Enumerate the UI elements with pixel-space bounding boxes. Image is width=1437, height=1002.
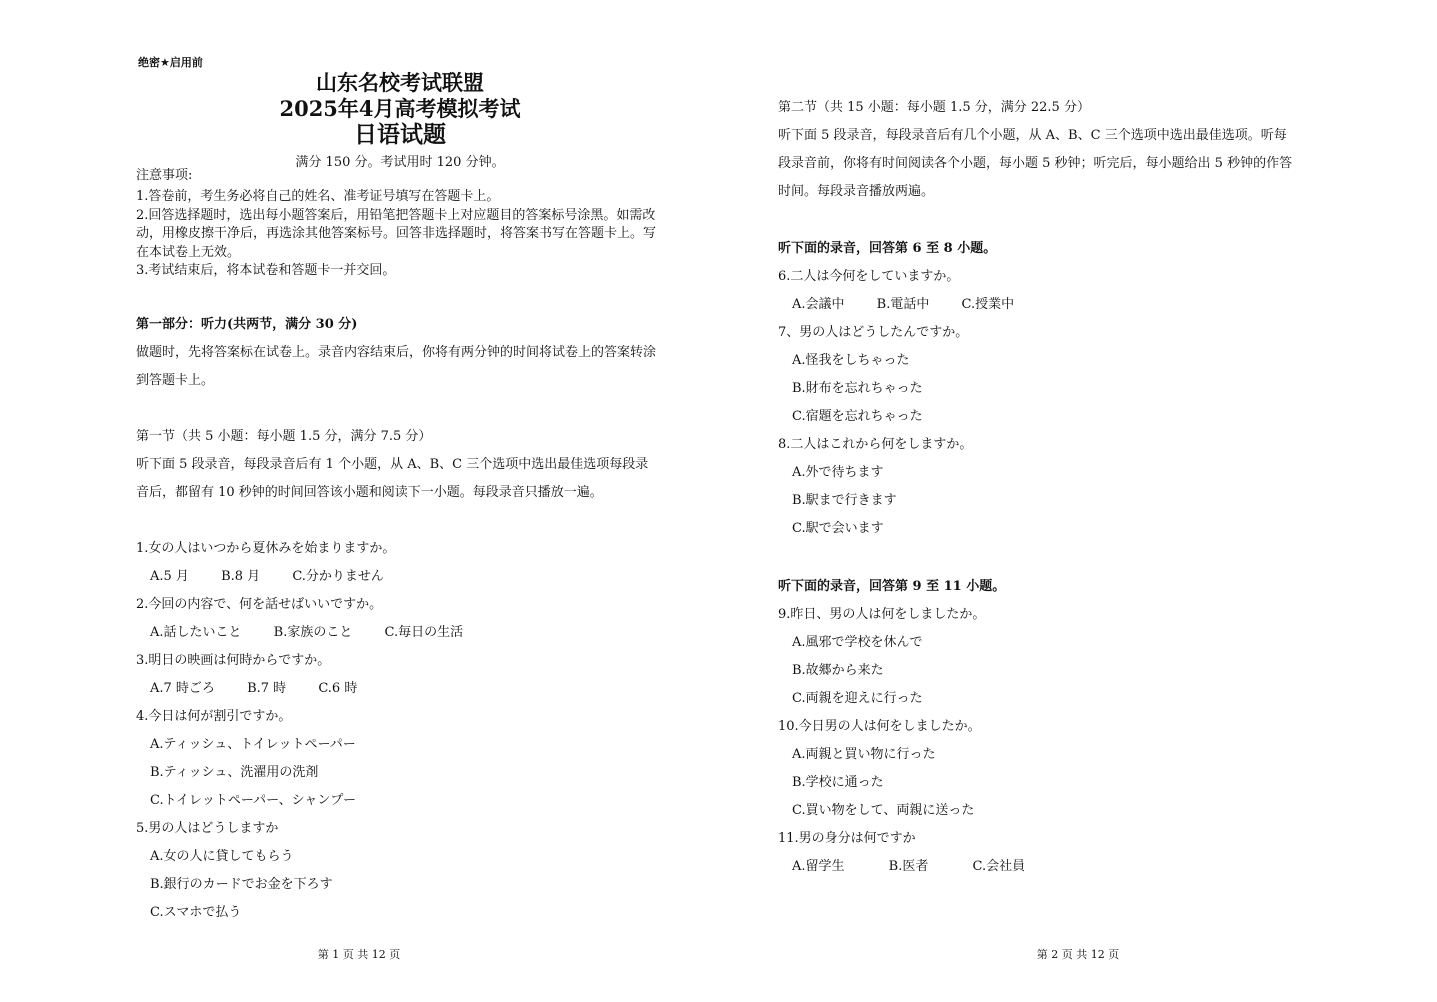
option-b: B.学校に通った — [792, 775, 884, 790]
rule-item: 2.回答选择题时，选出每小题答案后，用铅笔把答题卡上对应题目的答案标号涂黑。如需改动，用橡皮擦干净后，再选涂其他答案标号。回答非选择题时，将答案书写在答题卡上。写在本试卷上无效。 — [136, 207, 657, 260]
option-a: A.7 時ごろ — [150, 681, 215, 696]
question-options — [136, 563, 656, 591]
option-a: A.会議中 — [792, 297, 845, 312]
option-c: C.6 時 — [318, 681, 358, 696]
option-a: A.風邪で学校を休んで — [792, 635, 923, 650]
page-footer: 第 1 页 共 12 页 — [317, 948, 401, 961]
part1-instructions: 做题时，先将答案标在试卷上。录音内容结束后，你将有两分钟的时间将试卷上的答案转涂到答题卡上。 — [136, 345, 657, 388]
option-c: C.買い物をして、両親に送った — [792, 803, 975, 818]
exam-title-subject: 日语试题 — [354, 121, 446, 148]
option-a: A.外で待ちます — [792, 465, 884, 480]
question-options — [778, 291, 1298, 319]
option-c: C.スマホで払う — [150, 905, 242, 920]
question-options — [136, 619, 656, 647]
question-text: 10.今日男の人は何をしましたか。 — [778, 719, 981, 734]
question-options — [778, 853, 1298, 881]
option-a: A.留学生 — [792, 859, 845, 874]
option-b: B.電話中 — [876, 297, 930, 312]
option-a: A.話したいこと — [150, 625, 242, 640]
option-b: B.駅まで行きます — [792, 493, 897, 508]
option-c: C.分かりません — [292, 569, 384, 584]
option-c: C.毎日の生活 — [384, 625, 464, 640]
question-text: 8.二人はこれから何をしますか。 — [778, 437, 973, 452]
exam-title-organizer: 山东名校考试联盟 — [316, 70, 484, 95]
option-a: A.5 月 — [150, 569, 189, 584]
notice-heading: 注意事项: — [136, 168, 193, 183]
option-c: C.駅で会います — [792, 521, 884, 536]
part1-heading: 第一部分：听力(共两节，满分 30 分) — [136, 317, 358, 332]
group1-question-list — [778, 263, 1298, 543]
rule-item: 3.考试结束后，将本试卷和答题卡一并交回。 — [136, 263, 396, 278]
question-list — [136, 535, 656, 927]
question-text: 4.今日は何が割引ですか。 — [136, 709, 292, 724]
option-b: B.ティッシュ、洗濯用の洗剤 — [150, 765, 319, 780]
exam-page-1 — [0, 0, 718, 1002]
option-c: C.両親を迎えに行った — [792, 691, 923, 706]
question-text: 7、男の人はどうしたんですか。 — [778, 325, 969, 340]
option-c: C.会社員 — [972, 859, 1026, 874]
section1-heading: 第一节（共 5 小题：每小题 1.5 分，满分 7.5 分） — [136, 429, 432, 444]
option-b: B.8 月 — [221, 569, 261, 584]
option-b: B.医者 — [888, 859, 929, 874]
option-a: A.怪我をしちゃった — [792, 353, 910, 368]
option-a: A.女の人に貸してもらう — [150, 849, 294, 864]
option-c: C.授業中 — [961, 297, 1015, 312]
exam-page-2 — [719, 0, 1437, 1002]
section2-heading: 第二节（共 15 小题：每小题 1.5 分，满分 22.5 分） — [778, 100, 1090, 115]
score-info: 满分 150 分。考试用时 120 分钟。 — [295, 155, 505, 170]
question-text: 11.男の身分は何ですか — [778, 831, 916, 846]
option-a: A.ティッシュ、トイレットペーパー — [150, 737, 356, 752]
option-b: B.財布を忘れちゃった — [792, 381, 923, 396]
exam-title-date: 2025年4月高考模拟考试 — [279, 96, 521, 121]
group1-heading: 听下面的录音，回答第 6 至 8 小题。 — [778, 241, 997, 256]
group2-heading: 听下面的录音，回答第 9 至 11 小题。 — [778, 579, 1006, 594]
rule-item: 1.答卷前，考生务必将自己的姓名、准考证号填写在答题卡上。 — [136, 189, 500, 204]
section2-instructions: 听下面 5 段录音，每段录音后有几个小题，从 A、B、C 三个选项中选出最佳选项。听每段录音前，你将有时间阅读各个小题，每小题 5 秒钟；听完后，每小题给出 5 秒钟的作答时间。每段录音播放两遍。 — [778, 128, 1293, 199]
group2-question-list — [778, 601, 1298, 881]
question-text: 5.男の人はどうしますか — [136, 821, 279, 836]
option-c: C.トイレットペーパー、シャンプー — [150, 793, 357, 808]
secret-label: 绝密★启用前 — [138, 56, 203, 69]
page-footer: 第 2 页 共 12 页 — [1036, 948, 1120, 961]
option-b: B.7 時 — [247, 681, 287, 696]
option-c: C.宿題を忘れちゃった — [792, 409, 923, 424]
option-b: B.銀行のカードでお金を下ろす — [150, 877, 333, 892]
question-text: 1.女の人はいつから夏休みを始まりますか。 — [136, 541, 396, 556]
option-b: B.家族のこと — [273, 625, 353, 640]
notice-rules — [136, 188, 656, 281]
question-text: 9.昨日、男の人は何をしましたか。 — [778, 607, 986, 622]
option-a: A.両親と買い物に行った — [792, 747, 936, 762]
question-options — [136, 675, 656, 703]
question-text: 6.二人は今何をしていますか。 — [778, 269, 960, 284]
question-text: 2.今回の内容で、何を話せばいいですか。 — [136, 597, 383, 612]
question-text: 3.明日の映画は何時からですか。 — [136, 653, 331, 668]
option-b: B.故郷から来た — [792, 663, 884, 678]
section1-instructions: 听下面 5 段录音，每段录音后有 1 个小题，从 A、B、C 三个选项中选出最佳选项每段录音后，都留有 10 秒钟的时间回答该小题和阅读下一小题。每段录音只播放一遍。 — [136, 457, 649, 500]
